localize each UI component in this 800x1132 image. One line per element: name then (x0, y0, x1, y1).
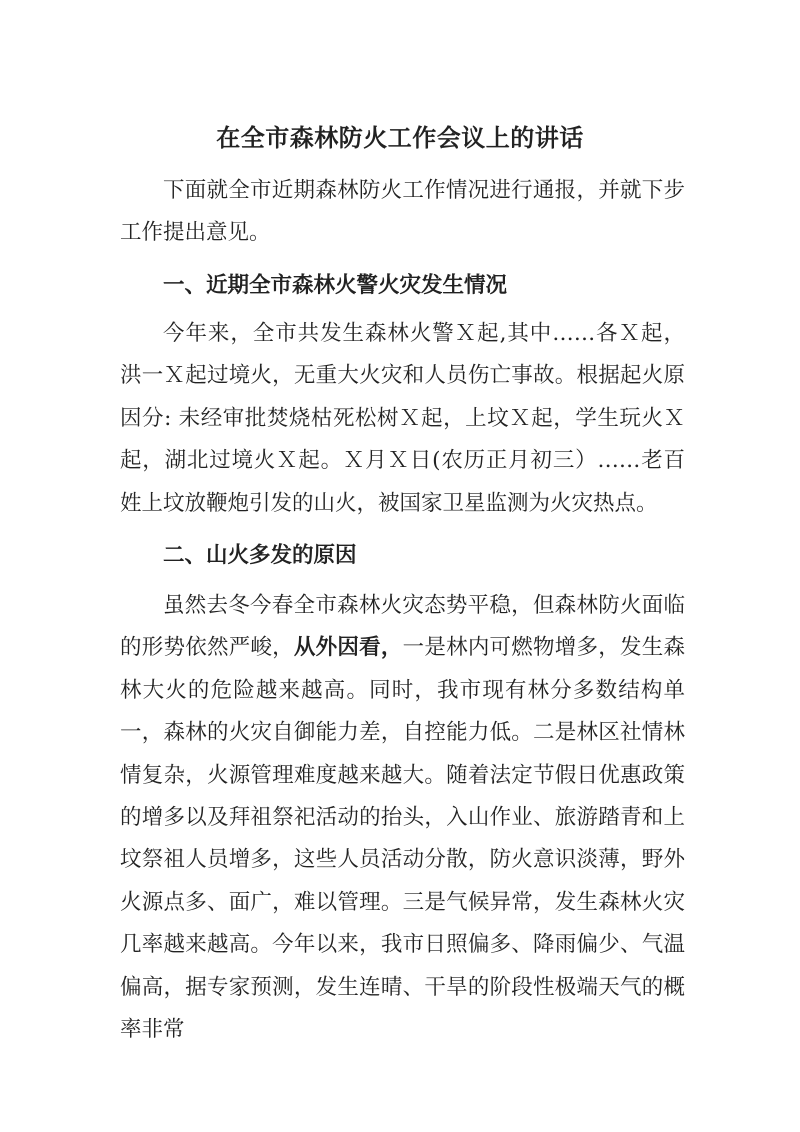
section2-text-part2: 一是林内可燃物增多，发生森林大火的危险越来越高。同时，我市现有林分多数结构单一，森林的火灾自御能力差，自控能力低。二是林区社情林情复杂，火源管理难度越来越大。随着法定节假日优惠政策的增多以及拜祖祭祀活动的抬头，入山作业、旅游踏青和上坟祭祖人员增多，这些人员活动分散，防火意识淡薄，野外火源点多、面广，难以管理。三是气候异常，发生森林火灾几率越来越高。今年以来，我市日照偏多、降雨偏少、气温偏高，据专家预测，发生连晴、干旱的阶段性极端天气的概率非常 (120, 635, 685, 1043)
section2-paragraph (120, 585, 685, 1051)
section1-paragraph: 今年来，全市共发生森林火警Ｘ起,其中……各Ｘ起，洪一Ｘ起过境火，无重大火灾和人员伤亡事故。根据起火原因分: 未经审批焚烧枯死松树Ｘ起，上坟Ｘ起，学生玩火Ｘ起，湖北过境火Ｘ起。Ｘ月Ｘ日(农历正月初三）……老百姓上坟放鞭炮引发的山火，被国家卫星监测为火灾热点。 (120, 321, 685, 516)
intro-paragraph: 下面就全市近期森林防火工作情况进行通报，并就下步工作提出意见。 (120, 178, 685, 246)
section1-heading: 一、近期全市森林火警火灾发生情况 (163, 273, 508, 298)
document-title: 在全市森林防火工作会议上的讲话 (216, 123, 584, 152)
section2-text-part1: 虽然去冬今春全市森林火灾态势平稳，但森林防火面临的形势依然严峻， (120, 593, 685, 661)
section2-heading: 二、山火多发的原因 (163, 543, 357, 568)
section2-bold-phrase: 从外因看， (293, 635, 403, 661)
